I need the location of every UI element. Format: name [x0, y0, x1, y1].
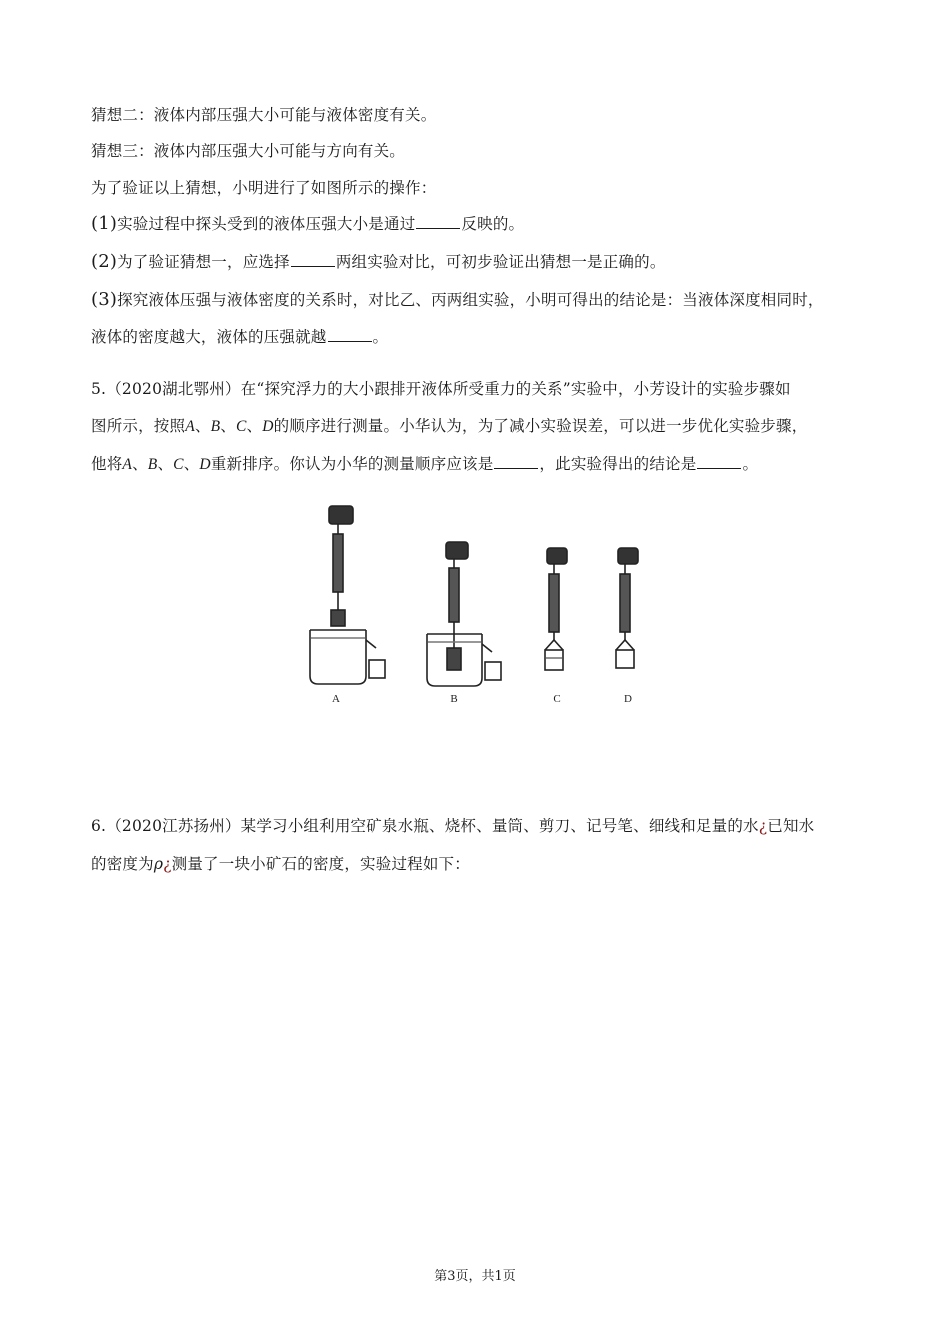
question-2 [91, 251, 666, 273]
spring-scale-body [333, 534, 343, 592]
question-number: (3) [91, 289, 118, 310]
hanging-cup [545, 650, 563, 670]
q5-text: ，此实验得出的结论是 [539, 455, 697, 473]
hanging-stone [447, 648, 461, 670]
rho-symbol: ρ [153, 855, 164, 873]
text-line: 为了验证以上猜想，小明进行了如图所示的操作： [91, 179, 437, 197]
question-text: 探究液体压强与液体密度的关系时，对比乙、丙两组实验，小明可得出的结论是：当液体深度相同时， [117, 291, 824, 309]
q5-text: 图所示，按照 [91, 417, 186, 435]
figure-label-c: C [553, 693, 561, 705]
question-3-cont [91, 326, 388, 348]
cup-handle [616, 640, 634, 650]
question-text: 实验过程中探头受到的液体压强大小是通过 [117, 215, 416, 233]
answer-blank[interactable] [328, 327, 372, 342]
question-text: 。 [372, 328, 389, 346]
overflow-spout [366, 640, 376, 648]
page-footer: 第3页，共1页 [434, 1269, 516, 1284]
spring-scale-hand [547, 548, 567, 564]
question-5-line3 [91, 453, 758, 476]
spring-scale-body [449, 568, 459, 622]
answer-blank[interactable] [697, 454, 741, 469]
q5-text: 的顺序进行测量。小华认为，为了减小实验误差，可以进一步优化实验步骤， [273, 417, 808, 435]
apparatus-c [545, 548, 567, 670]
garbled-char: ¿ [163, 855, 172, 873]
apparatus-a [310, 506, 385, 684]
figure-label-a: A [332, 693, 340, 705]
answer-blank[interactable] [291, 252, 335, 267]
experiment-illustration [300, 498, 650, 718]
step-label-a: A [122, 456, 133, 473]
step-label-b: B [147, 456, 158, 473]
separator: 、 [183, 455, 200, 473]
garbled-char: ¿ [758, 817, 768, 835]
spring-scale-hand [329, 506, 353, 524]
separator: 、 [246, 417, 263, 435]
question-3 [91, 289, 824, 311]
q5-text: 重新排序。你认为小华的测量顺序应该是 [210, 455, 494, 473]
q5-text: 。 [742, 455, 759, 473]
answer-blank[interactable] [494, 454, 538, 469]
apparatus-d [616, 548, 638, 668]
figure-label-b: B [450, 693, 458, 705]
separator: 、 [132, 455, 148, 473]
buoyancy-experiment-figure [300, 498, 650, 718]
step-label-d: D [262, 418, 274, 435]
q6-text: 已知水 [767, 817, 815, 835]
small-cup [369, 660, 385, 678]
step-label-a: A [185, 418, 195, 435]
question-text: 两组实验对比，可初步验证出猜想一是正确的。 [335, 253, 666, 271]
answer-blank[interactable] [416, 214, 460, 229]
q6-text: 6.（2020江苏扬州）某学习小组利用空矿泉水瓶、烧杯、量筒、剪刀、记号笔、细线和足量的水 [91, 817, 759, 835]
overflow-spout [482, 644, 492, 652]
apparatus-b [427, 542, 501, 686]
q5-text: 他将 [91, 455, 123, 473]
step-label-c: C [173, 456, 184, 473]
step-label-d: D [199, 456, 211, 473]
separator: 、 [157, 455, 174, 473]
question-1 [91, 213, 524, 235]
q6-text: 的密度为 [91, 855, 154, 873]
figure-label-d: D [624, 693, 632, 705]
text-line: 猜想三：液体内部压强大小可能与方向有关。 [91, 142, 406, 160]
question-number: (1) [91, 213, 118, 234]
separator: 、 [220, 417, 236, 435]
question-text: 液体的密度越大，液体的压强就越 [91, 328, 327, 346]
step-label-b: B [210, 418, 221, 435]
q6-text: 测量了一块小矿石的密度，实验过程如下： [171, 855, 470, 873]
question-number: (2) [91, 251, 118, 272]
question-text: 反映的。 [461, 215, 525, 233]
small-cup [485, 662, 501, 680]
spring-scale-body [549, 574, 559, 632]
question-5-line2 [91, 415, 807, 438]
hanging-cup [616, 650, 634, 668]
text-line: 猜想二：液体内部压强大小可能与液体密度有关。 [91, 106, 437, 124]
hanging-stone [331, 610, 345, 626]
question-6-line2 [91, 853, 470, 875]
question-5-head: 5.（2020湖北鄂州）在“探究浮力的大小跟排开液体所受重力的关系”实验中，小芳设计的实验步骤如 [91, 380, 791, 398]
question-text: 为了验证猜想一，应选择 [117, 253, 290, 271]
separator: 、 [194, 417, 211, 435]
cup-handle [545, 640, 563, 650]
spring-scale-body [620, 574, 630, 632]
step-label-c: C [235, 418, 247, 435]
question-6-head [91, 815, 814, 837]
spring-scale-hand [446, 542, 468, 559]
spring-scale-hand [618, 548, 638, 564]
